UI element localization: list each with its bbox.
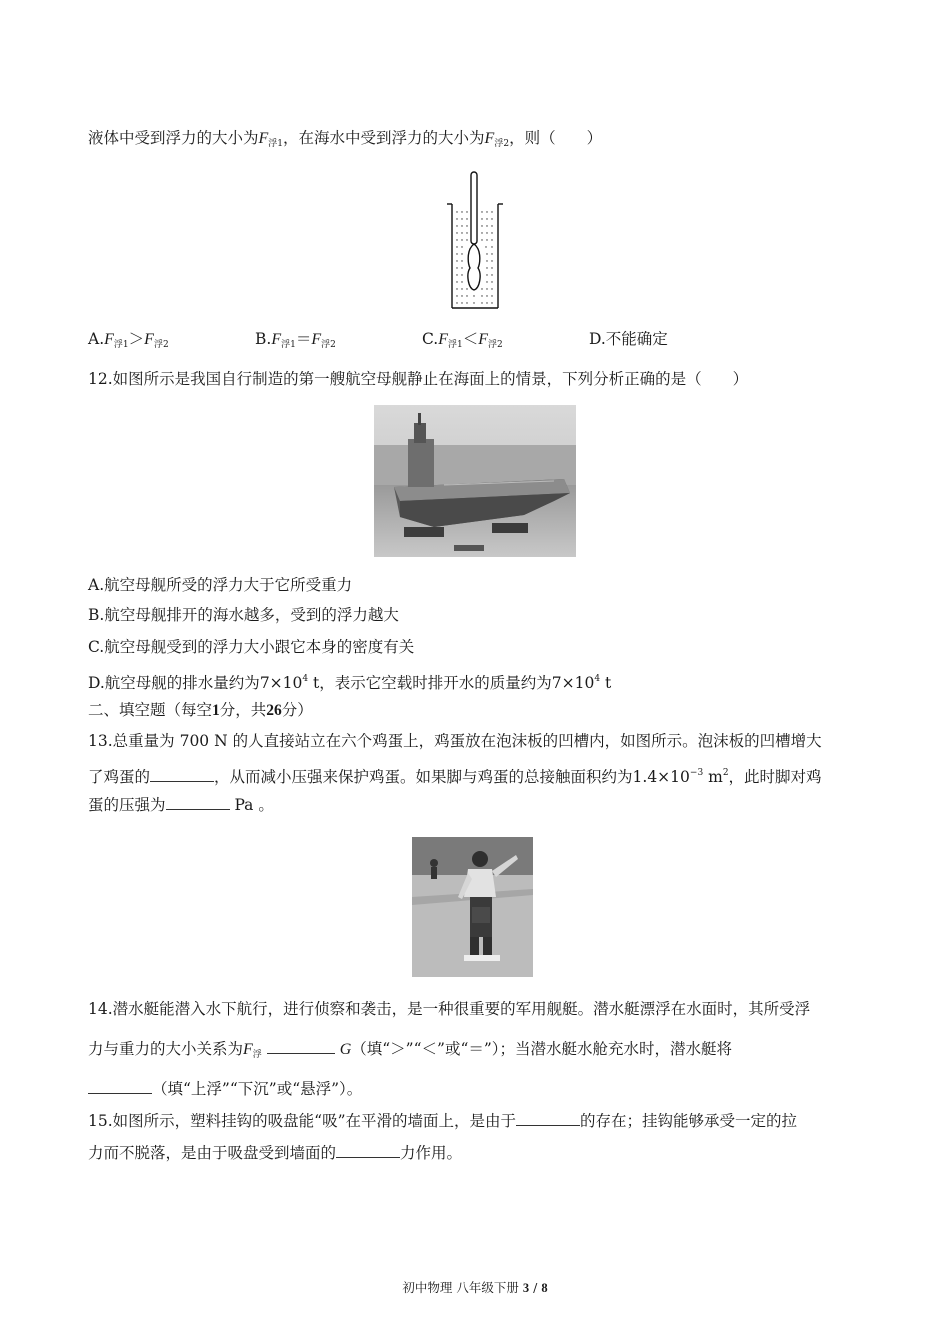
q14-line3	[88, 1079, 362, 1099]
q14-blank-1[interactable]	[267, 1039, 335, 1054]
q12-option-c: C.航空母舰受到的浮力大小跟它本身的密度有关	[88, 638, 415, 656]
q13-line3	[88, 795, 274, 815]
q11-option-a	[88, 327, 169, 350]
option-b-relation: ＝	[295, 330, 312, 348]
option-a-f1: F	[104, 331, 114, 348]
q13-line2-text2: ，从而减小压强来保护鸡蛋。如果脚与鸡蛋的总接触面积约为	[214, 768, 633, 786]
q15-blank-1[interactable]	[516, 1111, 580, 1126]
q13-area-unit: m	[703, 768, 723, 786]
q11-option-c	[422, 327, 503, 350]
q15-blank-2[interactable]	[336, 1143, 400, 1158]
q14-gravity-symbol: G	[339, 1041, 352, 1058]
q14-blank-2[interactable]	[88, 1079, 152, 1094]
option-c-sub2: 浮2	[488, 340, 503, 350]
q13-area-value: 1.4×10	[632, 768, 690, 786]
footer-page-total: 8	[541, 1281, 548, 1295]
option-c-prefix: C.	[422, 330, 439, 348]
q12-d-value1: 7×10	[259, 674, 303, 692]
section-title	[88, 700, 313, 721]
aircraft-carrier-image	[374, 405, 576, 557]
q11-stem-text3: ，则（ ）	[509, 129, 603, 147]
hydrometer-figure	[446, 168, 506, 313]
option-b-f1: F	[271, 331, 282, 348]
q13-area-exp: −3	[689, 768, 704, 778]
q12-stem: 12.如图所示是我国自行制造的第一艘航空母舰静止在海面上的情景，下列分析正确的是（ ）	[88, 370, 749, 388]
q12-d-text3: t	[600, 674, 612, 692]
q13-line2	[88, 763, 822, 787]
q12-option-d	[88, 669, 611, 693]
q15-line1-text1: 15.如图所示，塑料挂钩的吸盘能“吸”在平滑的墙面上，是由于	[88, 1112, 517, 1130]
q12-option-a: A.航空母舰所受的浮力大于它所受重力	[88, 576, 353, 594]
option-c-f1: F	[438, 331, 449, 348]
q15-line1	[88, 1111, 797, 1131]
q12-d-text1: D.航空母舰的排水量约为	[88, 674, 260, 692]
option-c-f2: F	[478, 331, 489, 348]
section-title-text2: 分，共	[219, 701, 267, 719]
q11-stem-text2: ，在海水中受到浮力的大小为	[283, 129, 485, 147]
person-on-eggs-image	[412, 837, 533, 977]
q15-line2-text2: 力作用。	[400, 1144, 463, 1162]
q14-force-symbol: F	[243, 1041, 253, 1058]
q11-force-symbol-2: F	[484, 130, 495, 147]
option-a-sub1: 浮1	[113, 340, 129, 350]
option-b-f2: F	[311, 331, 322, 348]
page-footer	[0, 1278, 950, 1296]
q11-sub1: 浮1	[268, 139, 284, 149]
q13-blank-2[interactable]	[166, 795, 230, 810]
q12-d-exp2: 4	[594, 674, 601, 684]
section-total-points: 26	[266, 702, 282, 719]
q12-d-text2: t，表示它空载时排开水的质量约为	[308, 674, 552, 692]
q12-d-exp1: 4	[302, 674, 309, 684]
section-title-text1: 二、填空题（每空	[88, 701, 213, 719]
q14-line2-text1: 力与重力的大小关系为	[88, 1040, 244, 1058]
q11-stem	[88, 128, 602, 154]
q12-option-b: B.航空母舰排开的海水越多，受到的浮力越大	[88, 606, 399, 624]
person-on-eggs-photo	[412, 837, 533, 977]
q13-line1: 13.总重量为 700 N 的人直接站立在六个鸡蛋上，鸡蛋放在泡沫板的凹槽内，如图所示。泡沫板的凹槽增大	[88, 732, 822, 750]
q15-line1-text2: 的存在；挂钩能够承受一定的拉	[580, 1112, 798, 1130]
footer-title: 初中物理 八年级下册	[402, 1280, 519, 1295]
option-c-relation: ＜	[462, 330, 479, 348]
option-a-prefix: A.	[88, 330, 105, 348]
option-a-relation: ＞	[128, 330, 145, 348]
aircraft-carrier-photo	[374, 405, 576, 557]
section-points-per-blank: 1	[212, 702, 220, 719]
q11-option-d: D.不能确定	[589, 330, 668, 348]
q11-option-b	[255, 327, 336, 350]
q11-sub2: 浮2	[494, 139, 510, 149]
q11-stem-text1: 液体中受到浮力的大小为	[88, 129, 259, 147]
section-title-text3: 分）	[281, 701, 313, 719]
q14-line1: 14.潜水艇能潜入水下航行，进行侦察和袭击，是一种很重要的军用舰艇。潜水艇漂浮在水面时，其所受浮	[88, 1000, 811, 1018]
q13-line3-text2: Pa 。	[229, 796, 274, 814]
q13-line3-text1: 蛋的压强为	[88, 796, 166, 814]
q13-line2-text3: ，此时脚对鸡	[728, 768, 822, 786]
option-b-sub2: 浮2	[321, 340, 336, 350]
option-a-f2: F	[144, 331, 154, 348]
option-b-prefix: B.	[255, 330, 272, 348]
q14-line2-text2: （填“＞”“＜”或“＝”）；当潜水艇水舱充水时，潜水艇将	[351, 1040, 733, 1058]
option-b-sub1: 浮1	[281, 340, 296, 350]
option-c-sub1: 浮1	[448, 340, 463, 350]
q14-line2	[88, 1039, 732, 1065]
footer-separator: /	[533, 1280, 538, 1295]
q13-area-unit-exp: 2	[722, 768, 729, 778]
q14-line3-text: （填“上浮”“下沉”或“悬浮”）。	[152, 1080, 363, 1098]
q11-force-symbol: F	[258, 130, 269, 147]
q12-d-value2: 7×10	[551, 674, 595, 692]
q15-line2	[88, 1143, 462, 1163]
q13-blank-1[interactable]	[150, 767, 214, 782]
footer-page-number: 3	[522, 1281, 530, 1295]
option-a-sub2: 浮2	[153, 340, 169, 350]
q14-force-sub: 浮	[252, 1050, 262, 1060]
q13-line2-text1: 了鸡蛋的	[88, 768, 151, 786]
q15-line2-text1: 力而不脱落，是由于吸盘受到墙面的	[88, 1144, 337, 1162]
